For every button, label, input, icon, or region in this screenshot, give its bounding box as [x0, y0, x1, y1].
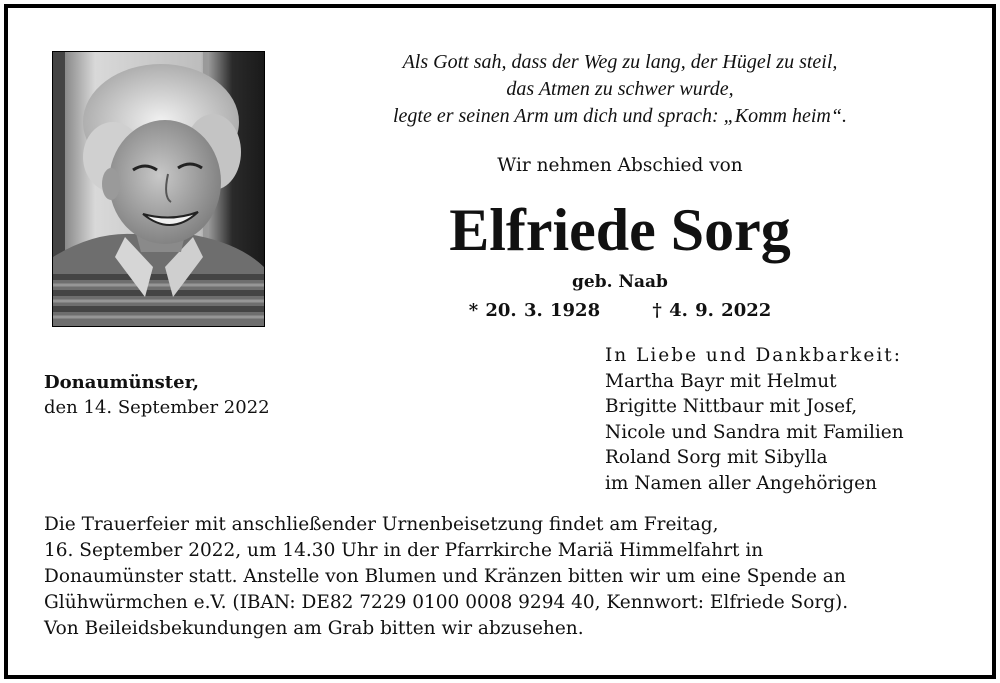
family-mourners	[605, 343, 904, 496]
family-member: Nicole und Sandra mit Familien	[605, 421, 904, 443]
family-member: im Namen aller Angehörigen	[605, 472, 877, 494]
notice-line: Glühwürmchen e.V. (IBAN: DE82 7229 0100 0008 9294 40, Kennwort: Elfriede Sorg).	[44, 592, 849, 613]
poem-line: das Atmen zu schwer wurde,	[506, 78, 734, 100]
family-member: Brigitte Nittbaur mit Josef,	[605, 396, 858, 417]
notice-line: Donaumünster statt. Anstelle von Blumen und Kränzen bitten wir um eine Spende an	[44, 566, 846, 587]
family-member: Martha Bayr mit Helmut	[605, 370, 837, 392]
portrait-image	[53, 52, 264, 326]
notice-line: Von Beileidsbekundungen am Grab bitten wir abzusehen.	[44, 618, 584, 639]
funeral-notice	[44, 512, 944, 642]
poem	[300, 49, 940, 130]
place-and-date	[44, 370, 270, 420]
poem-line: Als Gott sah, dass der Weg zu lang, der Hügel zu steil,	[402, 51, 838, 73]
deceased-name: Elfriede Sorg	[449, 197, 791, 263]
poem-line: legte er seinen Arm um dich und sprach: „Komm heim“.	[392, 105, 848, 127]
life-dates	[300, 300, 940, 321]
portrait-photo	[52, 51, 265, 327]
birth-date: * 20. 3. 1928	[468, 300, 601, 321]
death-date: † 4. 9. 2022	[652, 300, 772, 321]
notice-line: 16. September 2022, um 14.30 Uhr in der Pfarrkirche Mariä Himmelfahrt in	[44, 540, 764, 561]
place-date: den 14. September 2022	[44, 397, 270, 418]
family-heading: In Liebe und Dankbarkeit:	[605, 345, 902, 366]
farewell-intro: Wir nehmen Abschied von	[497, 155, 743, 176]
birth-name: geb. Naab	[572, 272, 668, 292]
place-city: Donaumünster,	[44, 372, 200, 393]
family-member: Roland Sorg mit Sibylla	[605, 447, 828, 468]
notice-line: Die Trauerfeier mit anschließender Urnenbeisetzung findet am Freitag,	[44, 514, 719, 535]
